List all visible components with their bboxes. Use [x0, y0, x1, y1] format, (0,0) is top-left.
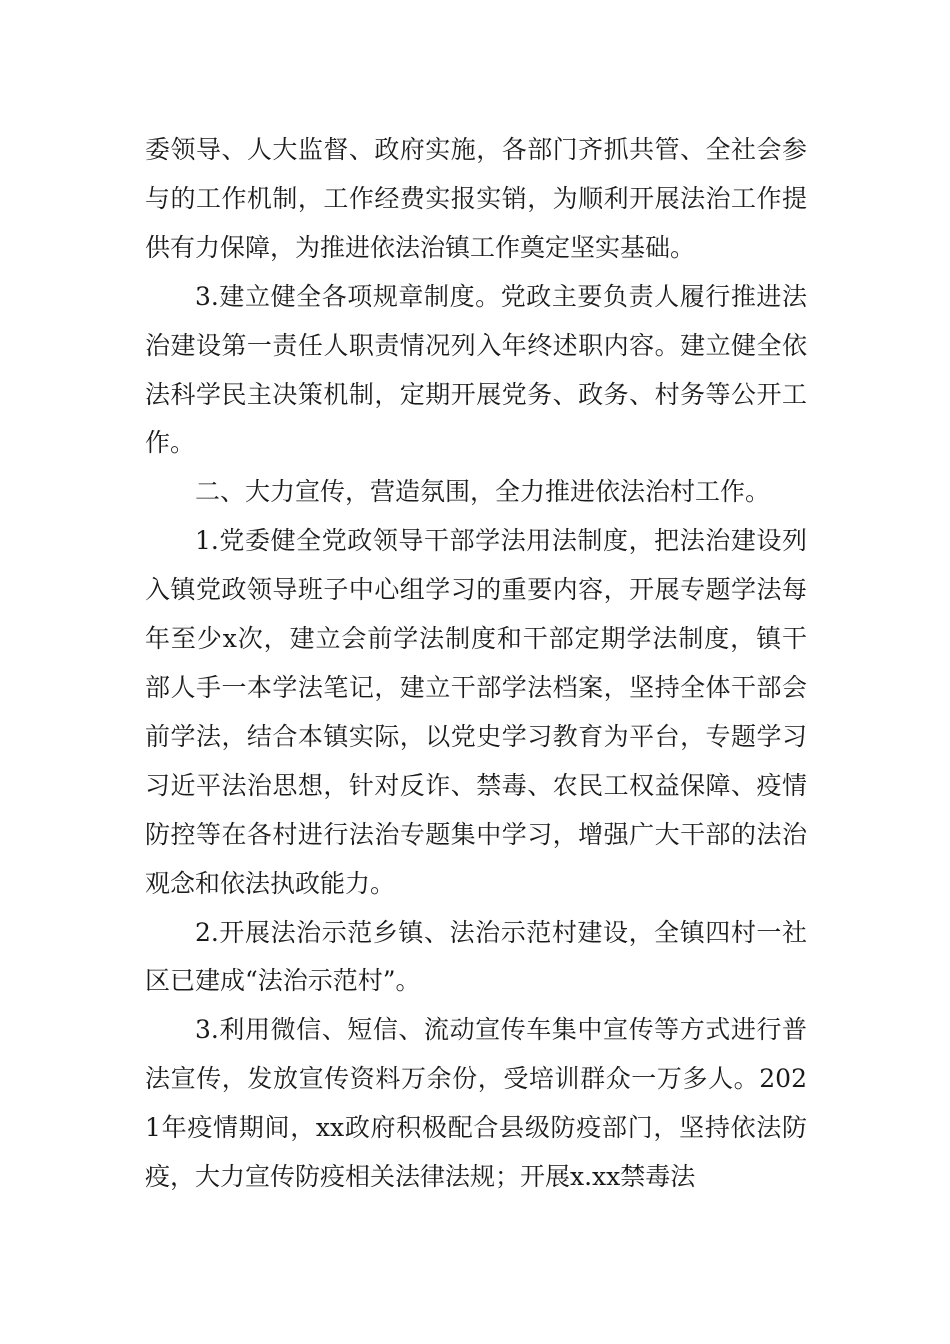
- paragraph-5: 2.开展法治示范乡镇、法治示范村建设，全镇四村一社区已建成“法治示范村”。: [145, 917, 807, 996]
- paragraph-3-heading: 二、大力宣传，营造氛围，全力推进依法治村工作。: [195, 477, 771, 507]
- paragraph-1: 委领导、人大监督、政府实施，各部门齐抓共管、全社会参与的工作机制，工作经费实报实销，为顺利开展法治工作提供有力保障，为推进依法治镇工作奠定坚实基础。: [145, 135, 807, 262]
- document-body: [145, 126, 807, 1202]
- paragraph-6: 3.利用微信、短信、流动宣传车集中宣传等方式进行普法宣传，发放宣传资料万余份，受培训群众一万多人。2021年疫情期间，xx政府积极配合县级防疫部门，坚持依法防疫，大力宣传防疫相关法律法规；开展x.xx禁毒法: [145, 1015, 807, 1192]
- paragraph-2: 3.建立健全各项规章制度。党政主要负责人履行推进法治建设第一责任人职责情况列入年终述职内容。建立健全依法科学民主决策机制，定期开展党务、政务、村务等公开工作。: [145, 281, 807, 458]
- paragraph-4: 1.党委健全党政领导干部学法用法制度，把法治建设列入镇党政领导班子中心组学习的重要内容，开展专题学法每年至少x次，建立会前学法制度和干部定期学法制度，镇干部人手一本学法笔记，建立干部学法档案，坚持全体干部会前学法，结合本镇实际，以党史学习教育为平台，专题学习习近平法治思想，针对反诈、禁毒、农民工权益保障、疫情防控等在各村进行法治专题集中学习，增强广大干部的法治观念和依法执政能力。: [145, 526, 807, 898]
